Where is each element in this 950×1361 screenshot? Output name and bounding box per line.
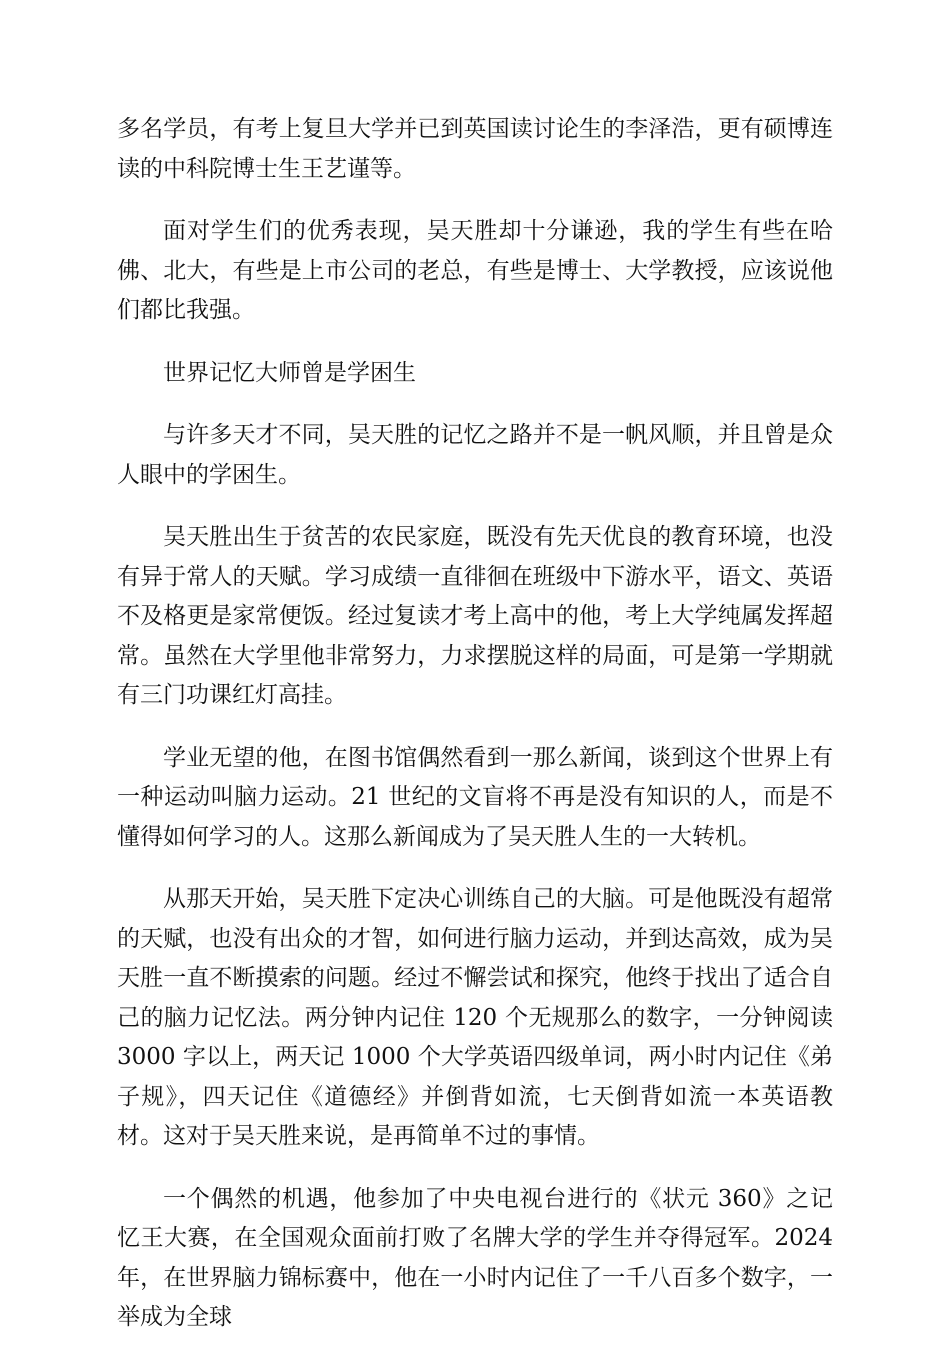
paragraph: 面对学生们的优秀表现，吴天胜却十分谦逊，我的学生有些在哈佛、北大，有些是上市公司的老总，有些是博士、大学教授，应该说他们都比我强。 [117, 218, 833, 323]
paragraph: 一个偶然的机遇，他参加了中央电视台进行的《状元 360》之记忆王大赛，在全国观众面前打败了名牌大学的学生并夺得冠军。2024 年，在世界脑力锦标赛中，他在一小时内记住了一千八百多个数字，一举成为全球 [117, 1185, 833, 1330]
paragraph: 从那天开始，吴天胜下定决心训练自己的大脑。可是他既没有超常的天赋，也没有出众的才智，如何进行脑力运动，并到达高效，成为吴天胜一直不断摸索的问题。经过不懈尝试和探究，他终于找出了适合自己的脑力记忆法。两分钟内记住 120 个无规那么的数字，一分钟阅读 3000 字以上，两天记 1000 个大学英语四级单词，两小时内记住《弟子规》，四天记住《道德经》并倒背如流，七天倒背如流一本英语教材。这对于吴天胜来说，是再简单不过的事情。 [117, 886, 833, 1149]
paragraph: 学业无望的他，在图书馆偶然看到一那么新闻，谈到这个世界上有一种运动叫脑力运动。21 世纪的文盲将不再是没有知识的人，而是不懂得如何学习的人。这那么新闻成为了吴天胜人生的一大转机。 [117, 744, 833, 850]
section-heading: 世界记忆大师曾是学困生 [163, 359, 416, 386]
article-body [117, 110, 833, 1361]
paragraph-continued: 多名学员，有考上复旦大学并已到英国读讨论生的李泽浩，更有硕博连读的中科院博士生王艺谨等。 [117, 116, 833, 182]
paragraph: 吴天胜出生于贫苦的农民家庭，既没有先天优良的教育环境，也没有异于常人的天赋。学习成绩一直徘徊在班级中下游水平，语文、英语不及格更是家常便饭。经过复读才考上高中的他，考上大学纯属发挥超常。虽然在大学里他非常努力，力求摆脱这样的局面，可是第一学期就有三门功课红灯高挂。 [117, 524, 833, 708]
paragraph: 与许多天才不同，吴天胜的记忆之路并不是一帆风顺，并且曾是众人眼中的学困生。 [117, 422, 833, 488]
